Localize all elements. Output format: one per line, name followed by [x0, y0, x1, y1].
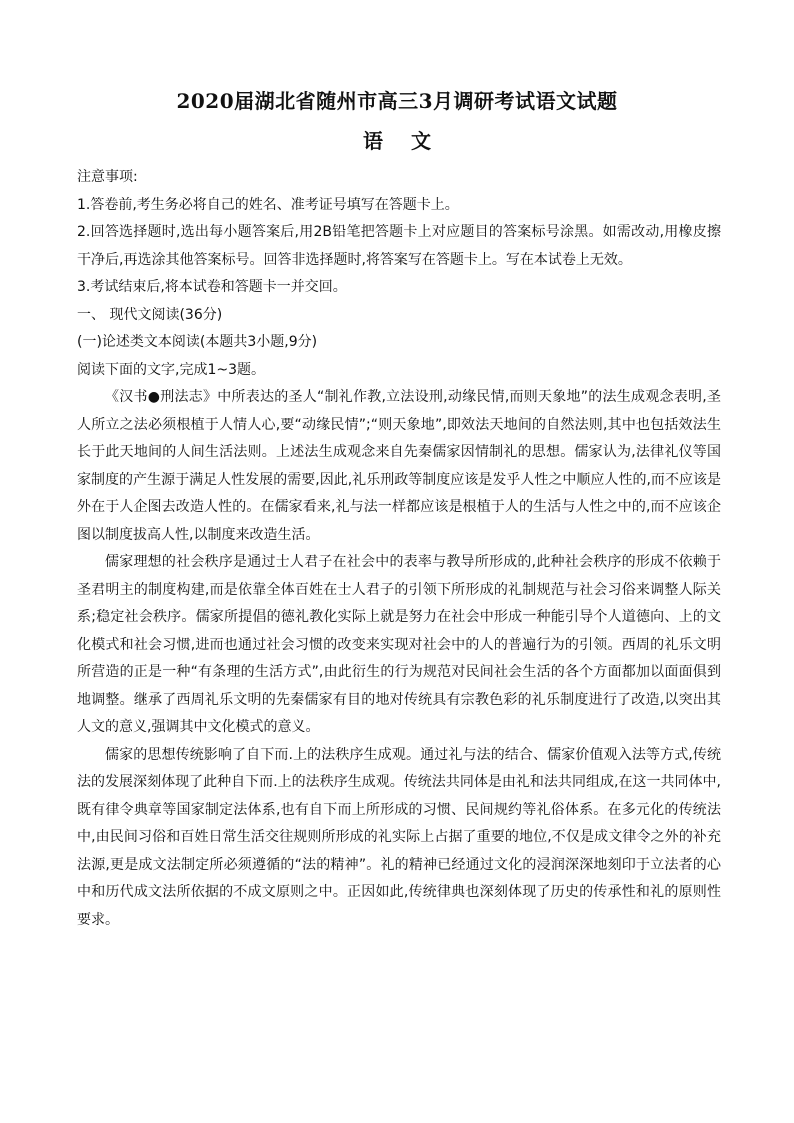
document-body	[77, 164, 721, 934]
body-paragraph: 儒家理想的社会秩序是通过士人君子在社会中的表率与教导所形成的,此种社会秩序的形成不依赖于圣君明主的制度构建,而是依靠全体百姓在士人君子的引领下所形成的礼制规范与社会习俗来调整人际关系;稳定社会秩序。儒家所提倡的德礼教化实际上就是努力在社会中形成一种能引导个人道德向、上的文化模式和社会习惯,进而也通过社会习惯的改变来实现对社会中的人的普遍行为的引领。西周的礼乐文明所营造的正是一种“有条理的生活方式”,由此衍生的行为规范对民间社会生活的各个方面都加以面面俱到地调整。继承了西周礼乐文明的先秦儒家有目的地对传统具有宗教色彩的礼乐制度进行了改造,以突出其人文的意义,强调其中文化模式的意义。	[77, 554, 721, 735]
reading-instruction: 阅读下面的文字,完成1~3题。	[77, 361, 265, 378]
notice-item: 1.答卷前,考生务必将自己的姓名、准考证号填写在答题卡上。	[77, 196, 459, 213]
body-paragraph: 儒家的思想传统影响了自下而.上的法秩序生成观。通过礼与法的结合、儒家价值观入法等方式,传统法的发展深刻体现了此种自下而.上的法秩序生成观。传统法共同体是由礼和法共同组成,在这一共同体中,既有律令典章等国家制定法体系,也有自下而上所形成的习惯、民间规约等礼俗体系。在多元化的传统法中,由民间习俗和百姓日常生活交往规则所形成的礼实际上占据了重要的地位,不仅是成文律令之外的补充法源,更是成文法制定所必须遵循的“法的精神”。礼的精神已经通过文化的浸润深深地刻印于立法者的心中和历代成文法所依据的不成文原则之中。正因如此,传统律典也深刻体现了历史的传承性和礼的原则性要求。	[77, 746, 721, 928]
notice-item: 3.考试结束后,将本试卷和答题卡一并交回。	[77, 279, 347, 295]
section-heading: 一、 现代文阅读(36分)	[77, 306, 223, 323]
notice-item: 2.回答选择题时,选出每小题答案后,用2B铅笔把答题卡上对应题目的答案标号涂黑。如需改动,用橡皮擦干净后,再选涂其他答案标号。回答非选择题时,将答案写在答题卡上。写在本试卷上无效。	[77, 224, 721, 268]
subsection-heading: (一)论述类文本阅读(本题共3小题,9分)	[77, 334, 318, 350]
notice-heading: 注意事项:	[77, 169, 138, 185]
page-title: 2020届湖北省随州市高三3月调研考试语文试题	[176, 89, 618, 113]
body-paragraph: 《汉书●刑法志》中所表达的圣人“制礼作教,立法设刑,动缘民情,而则天象地”的法生成观念表明,圣人所立之法必须根植于人情人心,要“动缘民情”;“则天象地”,即效法天地间的自然法则,其中也包括效法生长于此天地间的人间生活法则。上述法生成观念来自先秦儒家因情制礼的思想。儒家认为,法律礼仪等国家制度的产生源于满足人性发展的需要,因此,礼乐刑政等制度应该是发乎人性之中顺应人性的,而不应该是外在于人企图去改造人性的。在儒家看来,礼与法一样都应该是根植于人的生活与人性之中的,而不应该企图以制度拔高人性,以制度来改造生活。	[77, 389, 721, 543]
subject-heading: 语文	[363, 129, 459, 153]
